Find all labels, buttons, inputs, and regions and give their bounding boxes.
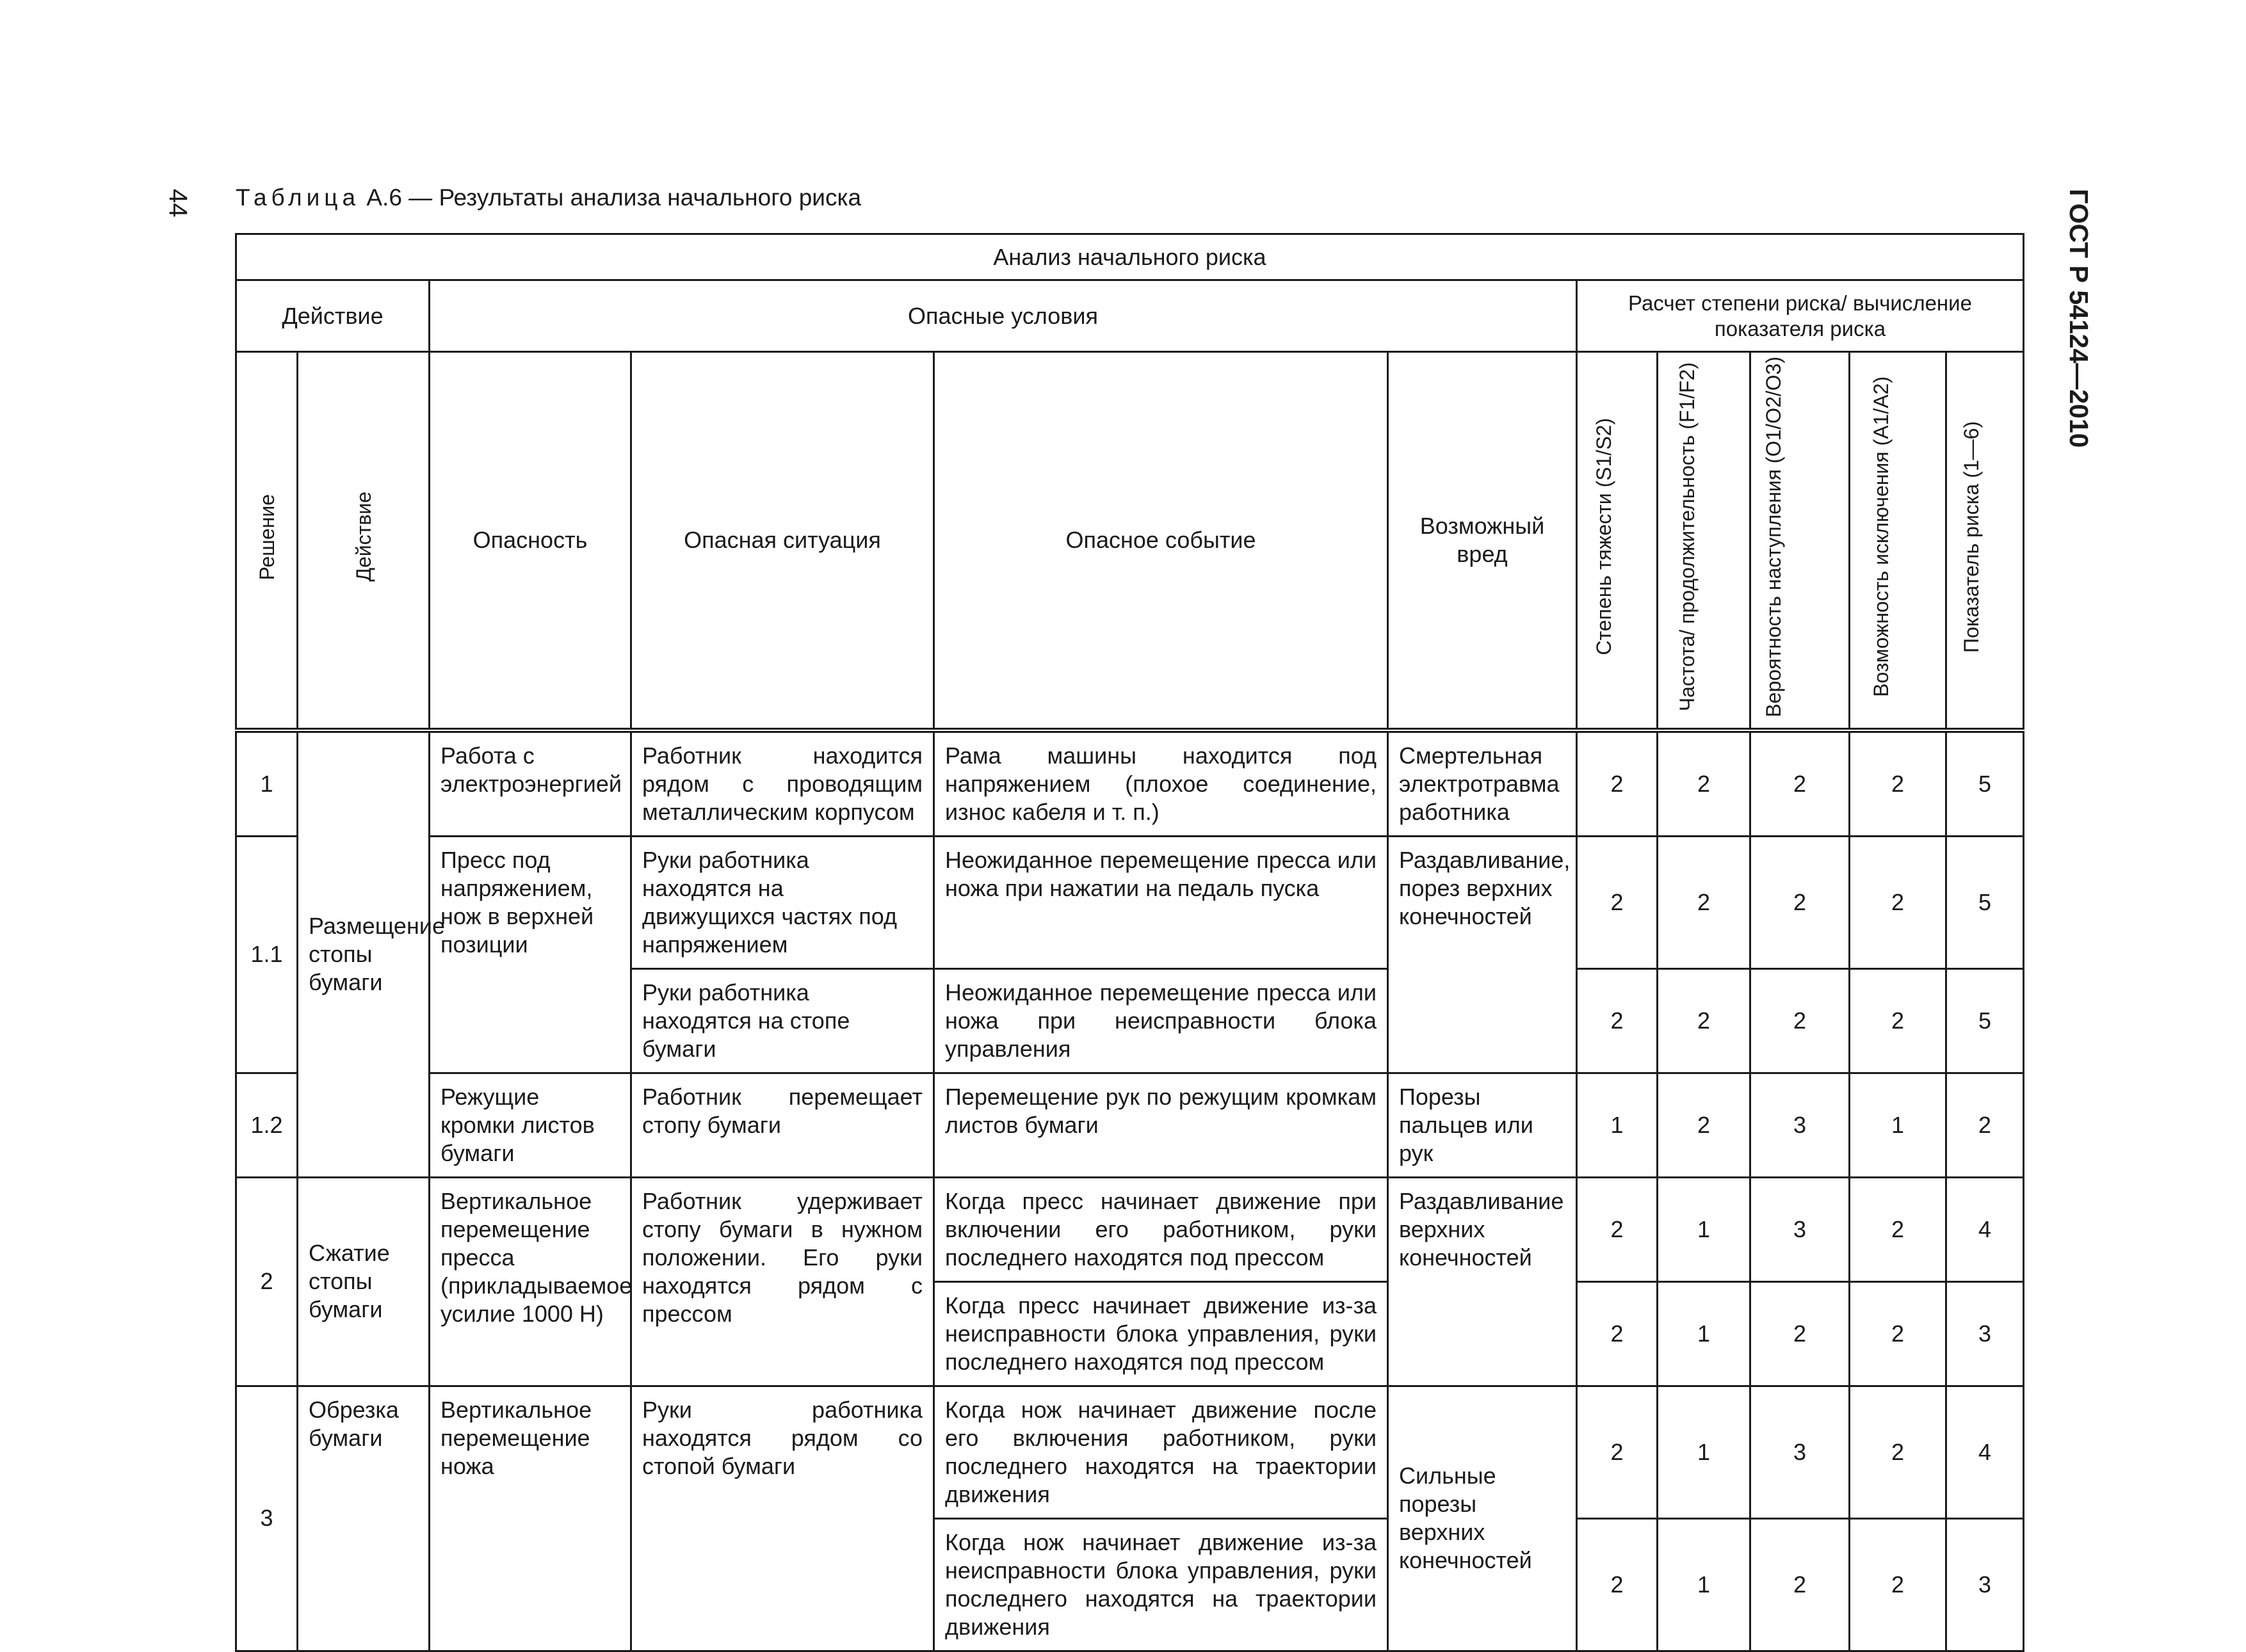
risk-index-value: 4 xyxy=(1946,1177,2024,1281)
header-row-top xyxy=(236,234,2024,280)
avoidance-value: 2 xyxy=(1850,1386,1946,1518)
severity-value: 2 xyxy=(1577,1386,1658,1518)
situation-cell: Руки работника находятся на движущихся частях под напряжением xyxy=(631,836,934,968)
hazard-cell: Вертикальное перемещение пресса (прикладываемое усилие 1000 Н) xyxy=(430,1177,631,1386)
event-cell: Когда пресс начинает движение при включении его работником, руки последнего находятся под прессом xyxy=(934,1177,1388,1281)
frequency-value: 2 xyxy=(1658,730,1750,837)
action-cell: Размещение стопы бумаги xyxy=(298,730,430,1178)
probability-value: 3 xyxy=(1750,1386,1850,1518)
severity-value: 2 xyxy=(1577,730,1658,837)
table-row xyxy=(236,730,2024,837)
event-cell: Когда пресс начинает движение из-за неисправности блока управления, руки последнего находятся под прессом xyxy=(934,1281,1388,1386)
severity-value: 2 xyxy=(1577,968,1658,1073)
harm-cell: Раздавливание, порез верхних конечностей xyxy=(1388,836,1577,1073)
probability-value: 2 xyxy=(1750,836,1850,968)
table-row xyxy=(236,1386,2024,1518)
col-probability: Вероятность наступления (O1/O2/O3) xyxy=(1750,352,1850,730)
risk-analysis-table xyxy=(235,233,2024,1652)
avoidance-value: 2 xyxy=(1850,1177,1946,1281)
event-cell: Неожиданное перемещение пресса или ножа при нажатии на педаль пуска xyxy=(934,836,1388,968)
event-cell: Перемещение рук по режущим кромкам листов бумаги xyxy=(934,1073,1388,1177)
decision-cell: 1.1 xyxy=(236,836,298,1073)
risk-index-value: 5 xyxy=(1946,836,2024,968)
table-row xyxy=(236,1177,2024,1281)
decision-cell: 2 xyxy=(236,1177,298,1386)
avoidance-value: 2 xyxy=(1850,730,1946,837)
frequency-value: 1 xyxy=(1658,1386,1750,1518)
event-cell: Неожиданное перемещение пресса или ножа при неисправности блока управления xyxy=(934,968,1388,1073)
frequency-value: 1 xyxy=(1658,1177,1750,1281)
frequency-value: 2 xyxy=(1658,836,1750,968)
col-situation: Опасная ситуация xyxy=(631,352,934,730)
table-row xyxy=(236,1073,2024,1177)
risk-index-value: 5 xyxy=(1946,968,2024,1073)
hazard-cell: Вертикальное перемещение ножа xyxy=(430,1386,631,1651)
probability-value: 2 xyxy=(1750,968,1850,1073)
caption-text: А.6 — Результаты анализа начального риска xyxy=(360,184,862,211)
frequency-value: 1 xyxy=(1658,1518,1750,1651)
action-cell: Сжатие стопы бумаги xyxy=(298,1177,430,1386)
page-number: 44 xyxy=(164,189,192,218)
table-row xyxy=(236,836,2024,968)
frequency-value: 2 xyxy=(1658,968,1750,1073)
col-frequency: Частота/ продолжительность (F1/F2) xyxy=(1658,352,1750,730)
col-action: Действие xyxy=(298,352,430,730)
risk-index-value: 5 xyxy=(1946,730,2024,837)
avoidance-value: 1 xyxy=(1850,1073,1946,1177)
col-decision: Решение xyxy=(236,352,298,730)
frequency-value: 1 xyxy=(1658,1281,1750,1386)
event-cell: Рама машины находится под напряжением (плохое соединение, износ кабеля и т. п.) xyxy=(934,730,1388,837)
probability-value: 2 xyxy=(1750,1281,1850,1386)
situation-cell: Работник удерживает стопу бумаги в нужном положении. Его руки находятся рядом с прессом xyxy=(631,1177,934,1386)
severity-value: 2 xyxy=(1577,836,1658,968)
severity-value: 1 xyxy=(1577,1073,1658,1177)
col-risk-index: Показатель риска (1—6) xyxy=(1946,352,2024,730)
situation-cell: Работник находится рядом с проводящим металлическим корпусом xyxy=(631,730,934,837)
hazard-cell: Режущие кромки листов бумаги xyxy=(430,1073,631,1177)
avoidance-value: 2 xyxy=(1850,968,1946,1073)
event-cell: Когда нож начинает движение из-за неисправности блока управления, руки последнего находятся на траектории движения xyxy=(934,1518,1388,1651)
col-harm: Возможный вред xyxy=(1388,352,1577,730)
avoidance-value: 2 xyxy=(1850,1281,1946,1386)
decision-cell: 1.2 xyxy=(236,1073,298,1177)
header-row-groups xyxy=(236,280,2024,352)
risk-index-value: 3 xyxy=(1946,1281,2024,1386)
probability-value: 3 xyxy=(1750,1073,1850,1177)
decision-cell: 3 xyxy=(236,1386,298,1651)
standard-number: ГОСТ Р 54124—2010 xyxy=(2064,189,2094,448)
situation-cell: Руки работника находятся рядом со стопой бумаги xyxy=(631,1386,934,1651)
hazard-cell: Пресс под напряжением, нож в верхней позиции xyxy=(430,836,631,1073)
severity-value: 2 xyxy=(1577,1281,1658,1386)
harm-cell: Раздавливание верхних конечностей xyxy=(1388,1177,1577,1386)
decision-cell: 1 xyxy=(236,730,298,837)
frequency-value: 2 xyxy=(1658,1073,1750,1177)
header-row-columns xyxy=(236,352,2024,730)
severity-value: 2 xyxy=(1577,1177,1658,1281)
probability-value: 3 xyxy=(1750,1177,1850,1281)
table-caption xyxy=(236,184,861,211)
col-avoidance: Возможность исключения (A1/A2) xyxy=(1850,352,1946,730)
hazard-cell: Работа с электроэнергией xyxy=(430,730,631,837)
risk-index-value: 3 xyxy=(1946,1518,2024,1651)
harm-cell: Порезы пальцев или рук xyxy=(1388,1073,1577,1177)
header-top: Анализ начального риска xyxy=(236,234,2024,280)
situation-cell: Работник перемещает стопу бумаги xyxy=(631,1073,934,1177)
probability-value: 2 xyxy=(1750,730,1850,837)
severity-value: 2 xyxy=(1577,1518,1658,1651)
event-cell: Когда нож начинает движение после его включения работником, руки последнего находятся на траектории движения xyxy=(934,1386,1388,1518)
col-hazard: Опасность xyxy=(430,352,631,730)
harm-cell: Смертельная электротравма работника xyxy=(1388,730,1577,837)
risk-index-value: 2 xyxy=(1946,1073,2024,1177)
situation-cell: Руки работника находятся на стопе бумаги xyxy=(631,968,934,1073)
header-risk-group: Расчет степени риска/ вычисление показателя риска xyxy=(1577,280,2024,352)
avoidance-value: 2 xyxy=(1850,836,1946,968)
header-hazard-group: Опасные условия xyxy=(430,280,1577,352)
caption-label: Таблица xyxy=(236,184,360,211)
action-cell: Обрезка бумаги xyxy=(298,1386,430,1651)
header-action-group: Действие xyxy=(236,280,430,352)
risk-index-value: 4 xyxy=(1946,1386,2024,1518)
probability-value: 2 xyxy=(1750,1518,1850,1651)
col-severity: Степень тяжести (S1/S2) xyxy=(1577,352,1658,730)
col-event: Опасное событие xyxy=(934,352,1388,730)
avoidance-value: 2 xyxy=(1850,1518,1946,1651)
harm-cell: Сильные порезы верхних конечностей xyxy=(1388,1386,1577,1651)
